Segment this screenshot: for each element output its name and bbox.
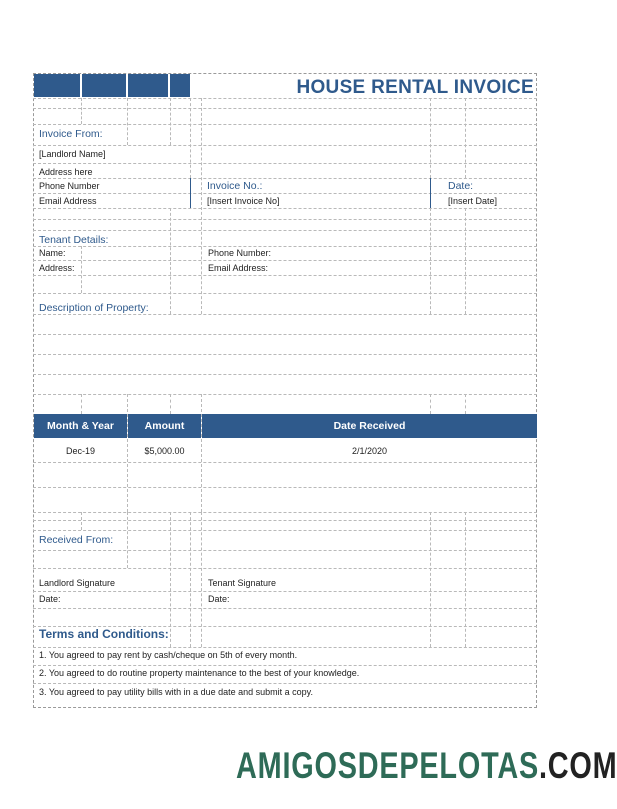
grid-line [33,230,537,231]
month-year-header: Month & Year [34,414,127,438]
grid-line [33,163,537,164]
date-divider [430,178,431,208]
tenant-email-label: Email Address: [208,263,269,273]
grid-line [33,512,537,513]
grid-vline [170,512,171,647]
landlord-email[interactable]: Email Address [39,196,97,206]
grid-line [33,293,537,294]
grid-line [33,193,537,194]
row-amount[interactable]: $5,000.00 [144,446,185,456]
header-block-2 [82,74,126,97]
grid-line [33,591,537,592]
grid-vline [170,394,171,414]
invoice-title: HOUSE RENTAL INVOICE [296,77,534,98]
terms-heading: Terms and Conditions: [39,627,169,641]
landlord-phone[interactable]: Phone Number [39,181,100,191]
grid-vline [170,98,171,145]
grid-line [33,354,537,355]
grid-line [33,314,537,315]
grid-line [33,487,537,488]
grid-vline [127,512,128,568]
grid-vline [81,394,82,414]
grid-vline [170,208,171,314]
grid-line [33,260,537,261]
grid-line [33,550,537,551]
grid-line [33,219,537,220]
amount-header: Amount [128,414,201,438]
date-value[interactable]: [Insert Date] [448,196,498,206]
tenant-signature-label: Tenant Signature [208,578,277,588]
grid-vline [81,246,82,293]
grid-vline [430,208,431,314]
landlord-name[interactable]: [Landlord Name] [39,149,106,159]
tenant-phone-label: Phone Number: [208,248,272,258]
grid-vline [190,98,191,178]
grid-line [33,520,537,521]
grid-line [33,246,537,247]
grid-line [33,647,537,648]
grid-line [33,145,537,146]
invoice-no-divider [190,178,191,208]
tenant-name-label: Name: [39,248,66,258]
grid-line [33,608,537,609]
date-received-header: Date Received [202,414,537,438]
grid-line [33,683,537,684]
header-block-1 [34,74,80,97]
grid-vline [430,394,431,414]
invoice-from-heading: Invoice From: [39,128,103,140]
invoice-sheet [33,73,537,708]
grid-line [33,665,537,666]
term-item-2: 2. You agreed to do routine property maintenance to the best of your knowledge. [39,668,360,678]
grid-line [33,568,537,569]
landlord-address[interactable]: Address here [39,167,93,177]
invoice-no-value[interactable]: [Insert Invoice No] [207,196,280,206]
grid-vline [201,98,202,314]
invoice-no-label: Invoice No.: [207,180,263,192]
grid-line [33,394,537,395]
term-item-1: 1. You agreed to pay rent by cash/cheque on 5th of every month. [39,650,298,660]
grid-line [33,530,537,531]
date-label: Date: [448,180,474,192]
property-description-heading: Description of Property: [39,302,149,314]
term-item-3: 3. You agreed to pay utility bills with in a due date and submit a copy. [39,687,314,697]
grid-vline [465,512,466,647]
grid-vline [201,512,202,647]
grid-line [33,108,537,109]
grid-vline [465,208,466,314]
grid-line [33,334,537,335]
grid-line [33,98,537,99]
header-block-3 [128,74,168,97]
row-date-received[interactable]: 2/1/2020 [351,446,388,456]
tenant-details-heading: Tenant Details: [39,234,109,246]
grid-vline [430,98,431,178]
grid-vline [190,512,191,647]
brand-logo [236,745,617,787]
grid-line [33,275,537,276]
grid-line [33,208,537,209]
grid-vline [127,98,128,145]
grid-vline [81,98,82,124]
landlord-date-label: Date: [39,594,61,604]
row-month[interactable]: Dec-19 [65,446,95,456]
brand-suffix: .COM [538,745,617,786]
grid-line [33,462,537,463]
tenant-address-label: Address: [39,263,75,273]
landlord-signature-label: Landlord Signature [39,578,116,588]
received-from-heading: Received From: [39,534,114,546]
grid-vline [81,512,82,530]
tenant-date-label: Date: [208,594,230,604]
grid-line [33,124,537,125]
grid-vline [465,394,466,414]
grid-vline [465,98,466,178]
header-block-4 [170,74,190,97]
grid-line [33,178,537,179]
grid-line [33,374,537,375]
brand-main: AMIGOSDEPELOTAS [236,745,539,786]
grid-vline [430,512,431,647]
